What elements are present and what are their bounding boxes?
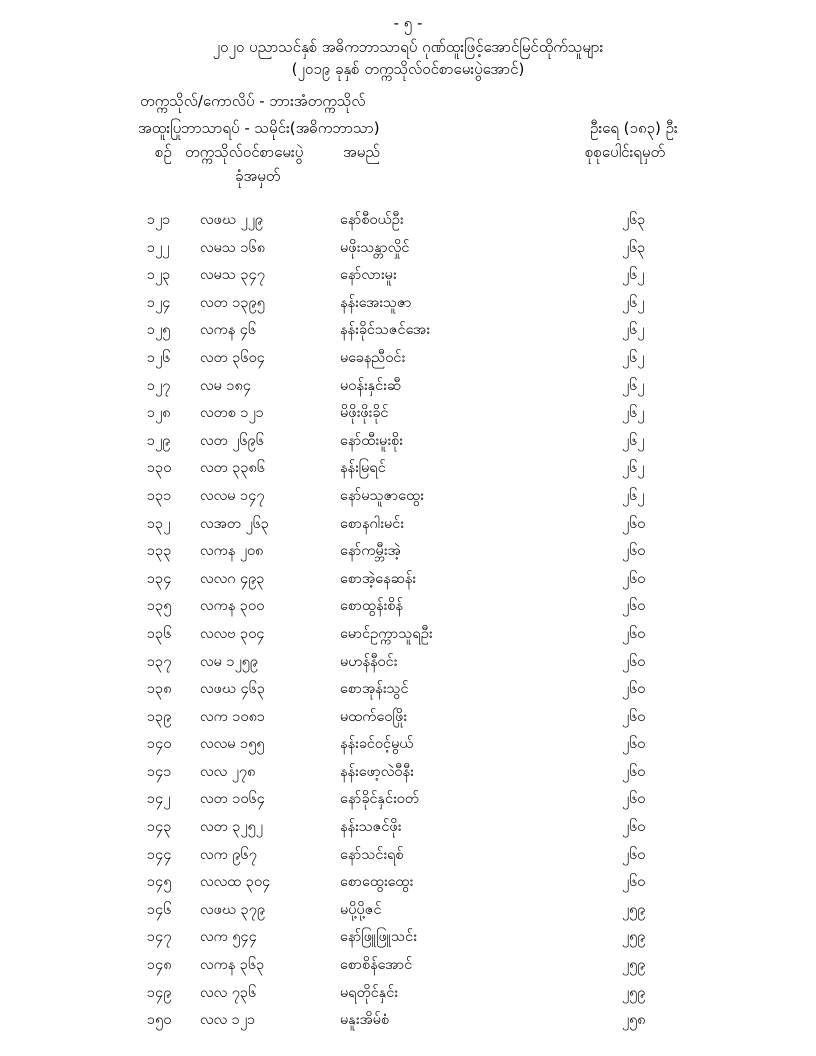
total-score: ၂၆၀ bbox=[622, 653, 646, 670]
table-row bbox=[0, 404, 816, 432]
total-score: ၂၆၀ bbox=[622, 708, 646, 725]
student-name: မပို့ပို့ဇင် bbox=[340, 901, 382, 918]
table-row bbox=[0, 211, 816, 239]
roll-number: လတ ၁၀၆၄ bbox=[200, 791, 265, 808]
student-name: စောနဂါးမင်း bbox=[340, 515, 404, 532]
row-number: ၁၃၈ bbox=[147, 681, 172, 698]
total-score: ၂၅၉ bbox=[622, 901, 646, 918]
student-name: မခေနညီဝင်း bbox=[340, 349, 406, 366]
roll-number: လလမ ၁၄၇ bbox=[200, 487, 265, 504]
roll-number: လဖဃ ၄၆၃ bbox=[200, 681, 266, 698]
table-row bbox=[0, 653, 816, 681]
total-score: ၂၆၂ bbox=[622, 322, 645, 339]
total-score: ၂၆၂ bbox=[622, 349, 645, 366]
total-score: ၂၆၀ bbox=[622, 763, 646, 780]
roll-number: လကန ၄၆ bbox=[200, 322, 257, 339]
row-number: ၁၃၂ bbox=[147, 515, 171, 532]
row-number: ၁၂၁ bbox=[147, 212, 171, 228]
total-score: ၂၆၀ bbox=[622, 846, 646, 863]
table-row bbox=[0, 294, 816, 322]
student-name: စောအဲ့နေဆန်း bbox=[340, 570, 416, 587]
roll-number: လလ ၂၇၈ bbox=[200, 763, 256, 780]
student-name: မနူးအိမ်စံ bbox=[340, 1012, 390, 1029]
column-header-name: အမည် bbox=[343, 143, 380, 161]
total-score: ၂၆၀ bbox=[622, 625, 646, 642]
row-number: ၁၄၁ bbox=[147, 763, 172, 780]
column-header-score: စုစုပေါင်းရမှတ် bbox=[585, 143, 666, 161]
total-score: ၂၅၉ bbox=[622, 957, 646, 974]
student-name: နော်ကမ္ဘီးအဲ့ bbox=[340, 543, 401, 560]
table-row bbox=[0, 708, 816, 736]
roll-number: လလ ၇၃၆ bbox=[200, 984, 257, 1001]
results-table bbox=[0, 211, 816, 1039]
subject-line: အထူးပြုဘာသာရပ် - သမိုင်း(အဓိကဘာသာ) bbox=[138, 119, 380, 137]
table-row bbox=[0, 349, 816, 377]
student-name: နော်မသူဇာထွေး bbox=[340, 487, 424, 504]
row-number: ၁၄၄ bbox=[147, 846, 172, 863]
roll-number: လက ၁၀၈၁ bbox=[200, 708, 266, 725]
row-number: ၁၃၃ bbox=[147, 543, 172, 560]
total-score: ၂၆၂ bbox=[622, 432, 645, 449]
table-row bbox=[0, 432, 816, 460]
row-number: ၁၂၆ bbox=[147, 349, 171, 366]
student-name: မဖိုးသန္တာလှိုင် bbox=[340, 239, 410, 256]
roll-number: လတ ၃၃၈၆ bbox=[200, 460, 266, 477]
row-number: ၁၄၉ bbox=[147, 984, 172, 1001]
total-score: ၂၆၀ bbox=[622, 598, 646, 615]
table-row bbox=[0, 515, 816, 543]
student-name: နန်းခင်ဝင့်မွယ် bbox=[340, 736, 414, 753]
roll-number: လတ ၃၆၀၄ bbox=[200, 349, 265, 366]
table-row bbox=[0, 818, 816, 846]
table-row bbox=[0, 984, 816, 1012]
table-row bbox=[0, 542, 816, 570]
total-score: ၂၆၂ bbox=[622, 294, 645, 311]
row-number: ၁၃၅ bbox=[147, 598, 172, 615]
table-row bbox=[0, 377, 816, 405]
student-name: နော်စီဝယ်ဦး bbox=[340, 212, 404, 228]
row-number: ၁၃၉ bbox=[147, 708, 172, 725]
table-row bbox=[0, 846, 816, 874]
total-score: ၂၆၀ bbox=[622, 515, 646, 532]
total-score: ၂၅၉ bbox=[622, 929, 646, 946]
table-row bbox=[0, 790, 816, 818]
row-number: ၁၃၀ bbox=[147, 460, 172, 477]
total-score: ၂၆၂ bbox=[622, 487, 645, 504]
table-row bbox=[0, 570, 816, 598]
roll-number: လက ၉၆၇ bbox=[200, 846, 257, 863]
roll-number: လကန ၃၀၀ bbox=[200, 598, 265, 615]
roll-number: လဖဃ ၂၂၉ bbox=[200, 212, 264, 228]
total-score: ၂၆၂ bbox=[622, 405, 645, 422]
roll-number: လဖဃ ၃၇၉ bbox=[200, 901, 266, 918]
total-score: ၂၆၀ bbox=[622, 736, 646, 753]
row-number: ၁၂၃ bbox=[147, 267, 171, 284]
table-row bbox=[0, 901, 816, 929]
student-name: မိဖိုးဖိုးခိုင် bbox=[340, 405, 389, 422]
student-name: နော်လားမူး bbox=[340, 267, 397, 284]
row-number: ၁၂၇ bbox=[147, 377, 171, 394]
roll-number: လတ ၃၂၅၂ bbox=[200, 819, 263, 836]
roll-number: လလထ ၃၀၄ bbox=[200, 874, 271, 891]
roll-number: လမ ၁၈၄ bbox=[200, 377, 252, 394]
total-score: ၂၆၀ bbox=[622, 874, 646, 891]
table-row bbox=[0, 873, 816, 901]
table-row bbox=[0, 625, 816, 653]
student-name: နော်ထီးမူးစိုး bbox=[340, 432, 403, 449]
student-name: နန်းအေးသူဇာ bbox=[340, 294, 412, 311]
roll-number: လမသ ၁၆၈ bbox=[200, 239, 266, 256]
student-name: နန်းသဇင်ဖိုး bbox=[340, 819, 402, 836]
row-number: ၁၅၀ bbox=[147, 1012, 172, 1029]
total-score: ၂၆၀ bbox=[622, 681, 646, 698]
row-number: ၁၄၃ bbox=[147, 819, 172, 836]
row-number: ၁၃၆ bbox=[147, 625, 172, 642]
row-number: ၁၂၈ bbox=[147, 405, 171, 422]
roll-number: လလ ၁၂၁ bbox=[200, 1012, 256, 1029]
page-number: - ၅ - bbox=[393, 14, 423, 32]
total-score: ၂၆၂ bbox=[622, 267, 645, 284]
roll-number: လလဂ ၄၉၃ bbox=[200, 570, 265, 587]
student-name: မဟန်နီဝင်း bbox=[340, 653, 398, 670]
table-row bbox=[0, 487, 816, 515]
row-number: ၁၂၄ bbox=[147, 294, 171, 311]
total-score: ၂၆၀ bbox=[622, 819, 646, 836]
table-row bbox=[0, 680, 816, 708]
row-number: ၁၃၁ bbox=[147, 487, 172, 504]
student-name: နန်းဖော့လဲဝီနီး bbox=[340, 763, 414, 780]
student-name: နော်ခိုင်နှင်းဝတ် bbox=[340, 791, 420, 808]
student-name: မရတိုင်နှင်း bbox=[340, 984, 398, 1001]
total-score: ၂၆၂ bbox=[622, 460, 645, 477]
roll-number: လတ ၂၆၉၆ bbox=[200, 432, 264, 449]
student-name: စောအုန်းသွင် bbox=[340, 681, 409, 698]
row-number: ၁၄၂ bbox=[147, 791, 171, 808]
roll-number: လတ ၁၃၉၅ bbox=[200, 294, 265, 311]
table-row bbox=[0, 928, 816, 956]
row-number: ၁၃၇ bbox=[147, 653, 172, 670]
roll-number: လကန ၂၀၈ bbox=[200, 543, 264, 560]
row-number: ၁၂၂ bbox=[147, 239, 170, 256]
student-name: နော်ဖြူဖြူသင်း bbox=[340, 929, 417, 946]
roll-number: လက ၅၄၄ bbox=[200, 929, 257, 946]
row-number: ၁၄၆ bbox=[147, 901, 172, 918]
row-number: ၁၂၅ bbox=[147, 322, 171, 339]
student-name: နန်းမြရင် bbox=[340, 460, 386, 477]
row-number: ၁၄၈ bbox=[147, 957, 172, 974]
student-name: စောစိန်အောင် bbox=[340, 957, 413, 974]
table-row bbox=[0, 239, 816, 267]
column-header-no: စဉ် bbox=[155, 143, 172, 161]
roll-number: လတစ ၁၂၁ bbox=[200, 405, 264, 422]
row-number: ၁၄၅ bbox=[147, 874, 172, 891]
table-row bbox=[0, 763, 816, 791]
row-number: ၁၃၄ bbox=[147, 570, 172, 587]
total-score: ၂၆၃ bbox=[622, 239, 646, 256]
university-line: တက္ကသိုလ်/ကောလိပ် - ဘားအံတက္ကသိုလ် bbox=[140, 92, 366, 110]
roll-number: လအတ ၂၆၃ bbox=[200, 515, 270, 532]
table-row bbox=[0, 459, 816, 487]
student-name: မထက်ဝေဖြိုး bbox=[340, 708, 407, 725]
column-header-roll-line2: ခုံအမှတ် bbox=[235, 167, 281, 185]
roll-number: လလမ ၁၅၅ bbox=[200, 736, 265, 753]
table-row bbox=[0, 266, 816, 294]
student-name: နော်သင်းရစ် bbox=[340, 846, 404, 863]
row-number: ၁၄၇ bbox=[147, 929, 172, 946]
total-score: ၂၆၂ bbox=[622, 377, 645, 394]
table-row bbox=[0, 321, 816, 349]
roll-number: လမသ ၃၄၇ bbox=[200, 267, 265, 284]
student-name: စောထွန်းစိန် bbox=[340, 598, 403, 615]
table-row bbox=[0, 735, 816, 763]
roll-number: လကန ၃၆၃ bbox=[200, 957, 265, 974]
row-number: ၁၄၀ bbox=[147, 736, 172, 753]
student-name: မောင်ဥက္ကာသူရဦး bbox=[340, 625, 433, 642]
total-score: ၂၆၀ bbox=[622, 570, 646, 587]
student-name: စောထွေးထွေး bbox=[340, 874, 414, 891]
total-score: ၂၆၀ bbox=[622, 543, 646, 560]
row-number: ၁၂၉ bbox=[147, 432, 171, 449]
total-count: ဦးရေ (၁၈၃) ဦး bbox=[590, 119, 678, 137]
table-row bbox=[0, 956, 816, 984]
total-score: ၂၅၉ bbox=[622, 984, 646, 1001]
document-subtitle: (၂၀၁၉ ခုနှစ် တက္ကသိုလ်ဝင်စာမေးပွဲအောင်) bbox=[291, 60, 525, 78]
document-title: ၂၀၂၀ ပညာသင်နှစ် အဓိကဘာသာရပ် ဂုဏ်ထူးဖြင့်အောင်မြင်ထိုက်သူများ bbox=[212, 38, 604, 56]
student-name: မဝန်းနှင်းဆီ bbox=[340, 377, 401, 394]
student-name: နန်းခိုင်သဇင်အေး bbox=[340, 322, 430, 339]
column-header-roll: တက္ကသိုလ်ဝင်စာမေးပွဲ bbox=[185, 143, 304, 161]
table-row bbox=[0, 1011, 816, 1039]
table-row bbox=[0, 597, 816, 625]
roll-number: လမ ၁၂၅၉ bbox=[200, 653, 259, 670]
roll-number: လလဗ ၃၀၄ bbox=[200, 625, 265, 642]
total-score: ၂၆၃ bbox=[622, 212, 646, 228]
total-score: ၂၆၀ bbox=[622, 791, 646, 808]
total-score: ၂၅၈ bbox=[622, 1012, 646, 1029]
